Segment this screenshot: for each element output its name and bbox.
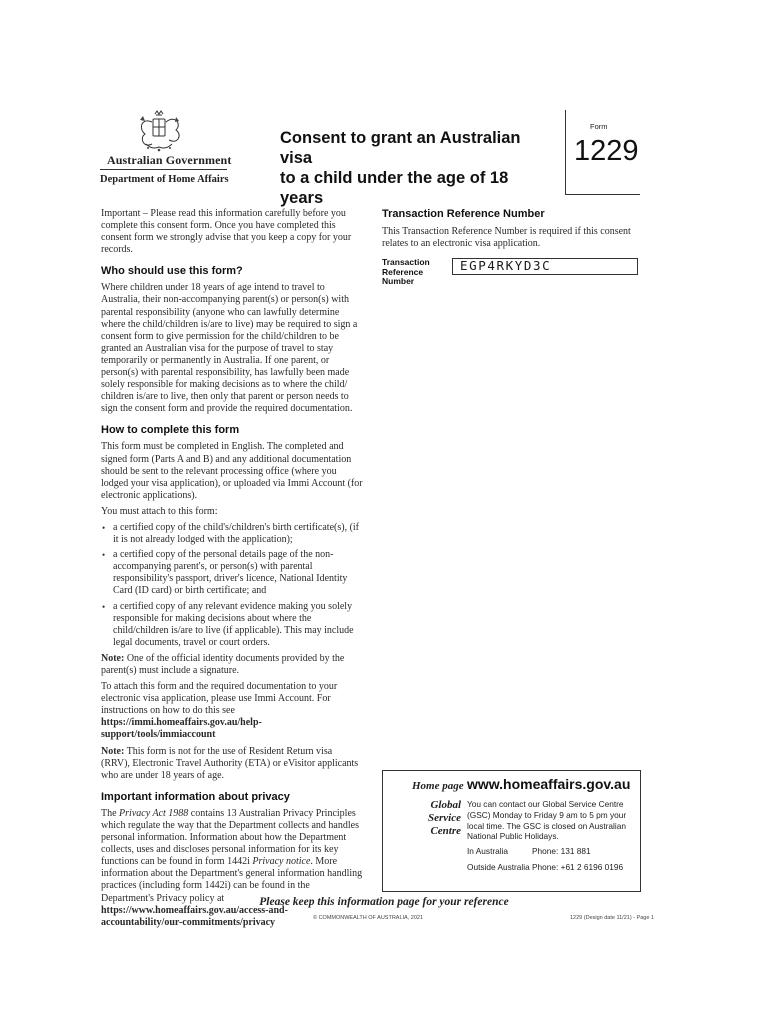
phone-number: Phone: +61 2 6196 0196 <box>532 862 624 872</box>
phone-row-australia <box>467 846 591 856</box>
note-text: One of the official identity documents provided by the parent(s) must include a signature. <box>101 652 345 676</box>
department-name: Department of Home Affairs <box>100 174 229 185</box>
gsc-description: You can contact our Global Service Centre (GSC) Monday to Friday 9 am to 5 pm your local time. The GSC is closed on Australian National Public Holidays. <box>467 799 627 842</box>
privacy-heading: Important information about privacy <box>101 790 290 803</box>
header-divider <box>100 169 227 170</box>
keep-page-note: Please keep this information page for your reference <box>259 896 509 908</box>
who-paragraph: Where children under 18 years of age intend to travel to Australia, their non-accompanying parent(s) or person(s) with parental responsibility (anyone who can lawfully determine where the child/children is/are to live) may be required to sign a consent form to give permission for the child/children to be granted an Australian visa for the purpose of travel to stay temporarily or permanently in Australia. If one parent, or person(s) with parental responsibility, has lawfully been made solely responsible for making decisions as to where the child/ children is/are to live, then only that parent or person needs to sign the consent form and provide the required documentation. <box>101 282 358 415</box>
privacy-policy-link[interactable]: https://www.homeaffairs.gov.au/access-and-accountability/our-commitments/privacy <box>101 904 288 928</box>
home-page-link[interactable]: www.homeaffairs.gov.au <box>467 776 631 792</box>
attach-list-item: • a certified copy of any relevant evidence making you solely responsible for making decisions about where the child/children is/are to live (if applicable). This may include legal documents, travel or court orders. <box>101 601 363 649</box>
privacy-text: contains 13 Australian Privacy Principles which regulate the way that the Department collects and handles personal information. Information about how the Department collects, uses and discloses personal information for its key functions can be found in form 1442i <box>101 807 359 868</box>
privacy-act-title: Privacy Act 1988 <box>119 807 189 819</box>
transaction-description: This Transaction Reference Number is required if this consent relates to an electronic visa application. <box>382 226 631 249</box>
coat-of-arms-icon <box>128 110 190 156</box>
phone-number: Phone: 131 881 <box>532 846 591 856</box>
intro-paragraph: Important – Please read this information carefully before you complete this consent form. Once you have completed this consent form we strongly advise that you keep a copy for your records. <box>101 208 352 256</box>
transaction-field-label: Transaction Reference Number <box>382 257 430 286</box>
government-name: Australian Government <box>107 153 232 167</box>
note-label: Note: <box>101 652 125 664</box>
attach-online-paragraph <box>101 681 363 741</box>
who-heading: Who should use this form? <box>101 265 243 278</box>
phone-region-label: In Australia <box>467 846 509 856</box>
attach-list-item: • a certified copy of the personal details page of the non-accompanying parent's, or person(s) with parental responsibility's passport, driver's licence, National Identity Card (ID card) or birth certificate; and <box>101 549 363 597</box>
note-rrv <box>101 746 363 782</box>
privacy-notice-title: Privacy notice <box>252 856 311 868</box>
information-column <box>101 208 363 933</box>
note-signature <box>101 653 363 677</box>
copyright-notice: © COMMONWEALTH OF AUSTRALIA, 2021 <box>313 915 423 921</box>
form-title-line-2: to a child under the age of 18 years <box>280 169 509 207</box>
immi-account-link[interactable]: https://immi.homeaffairs.gov.au/help-support/tools/immiaccount <box>101 717 262 741</box>
attach-intro: You must attach to this form: <box>101 505 218 517</box>
page-reference: 1229 (Design date 11/21) - Page 1 <box>570 915 654 921</box>
global-service-centre-label <box>397 799 461 838</box>
attach-list-item: • a certified copy of the child's/children's birth certificate(s), (if it is not already lodged with the application); <box>101 522 363 546</box>
gsc-label-line-2: Service Centre <box>428 812 461 837</box>
home-page-label: Home page <box>412 780 464 792</box>
privacy-text: . More information about the Department's general information handling practices (including form 1442i) can be found in the Department's Privacy policy at <box>101 856 363 904</box>
note-text: This form is not for the use of Resident Return visa (RRV), Electronic Travel Authority (ETA) or eVisitor applicants who are under 18 years of age. <box>101 745 359 781</box>
note-label: Note: <box>101 745 125 757</box>
how-heading: How to complete this form <box>101 424 240 437</box>
privacy-paragraph <box>101 808 363 929</box>
phone-row-outside-australia <box>467 862 623 872</box>
phone-region-label: Outside Australia <box>467 862 530 872</box>
transaction-reference-field[interactable] <box>452 258 638 275</box>
attach-list <box>101 522 363 649</box>
privacy-text: The <box>101 807 120 819</box>
form-label: Form <box>590 122 608 131</box>
gsc-label-line-1: Global <box>430 799 461 811</box>
transaction-reference-value: EGP4RKYD3C <box>460 258 552 273</box>
transaction-heading: Transaction Reference Number <box>382 208 545 220</box>
form-title-line-1: Consent to grant an Australian visa <box>280 129 521 167</box>
form-title <box>280 128 540 208</box>
form-number: 1229 <box>574 135 639 167</box>
how-paragraph: This form must be completed in English. The completed and signed form (Parts A and B) and any additional documentation should be sent to the relevant processing office (where you lodged your visa application), or uploaded via Immi Account (for electronic applications). <box>101 441 363 501</box>
attach-online-text: To attach this form and the required documentation to your electronic visa application, please use Immi Account. For instructions on how to do this see <box>101 681 338 717</box>
